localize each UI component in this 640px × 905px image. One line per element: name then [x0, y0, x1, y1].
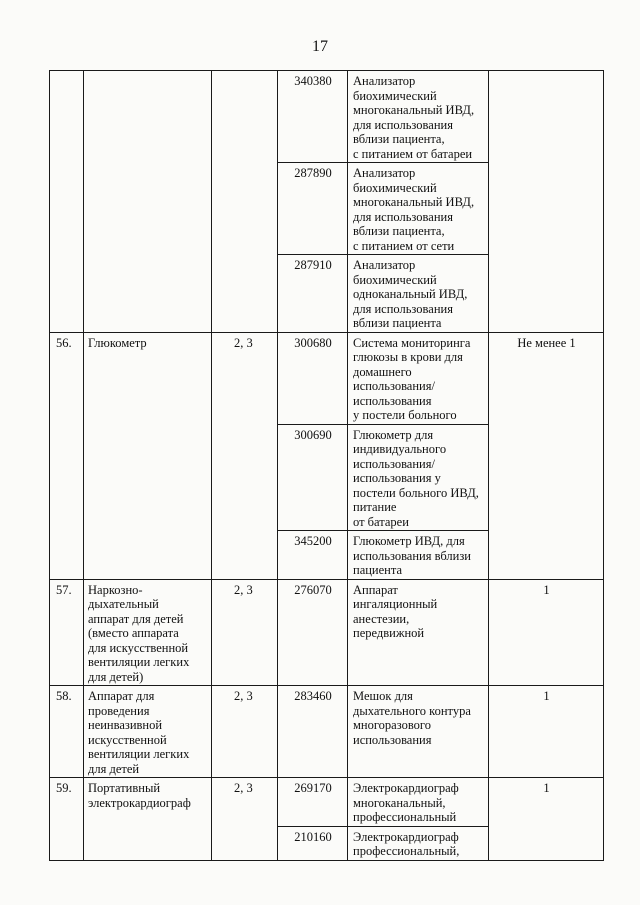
description-cell [348, 332, 489, 424]
table-row [50, 332, 604, 424]
description-line: одноканальный ИВД, [353, 287, 468, 301]
description-line: многоканальный ИВД, [353, 195, 475, 209]
description-line: передвижной [353, 626, 425, 640]
description-line: Анализатор [353, 166, 416, 180]
code-cell: 300690 [278, 424, 348, 531]
description-line: профессиональный, [353, 844, 460, 858]
description-cell [348, 424, 489, 531]
description-line: использования/ [353, 379, 435, 393]
number-cell: 57. [50, 579, 84, 686]
description-line: использования вблизи [353, 548, 471, 563]
description-line: пациента [353, 563, 403, 577]
description-line: с питанием от сети [353, 238, 455, 253]
name-line: Портативный [88, 781, 161, 795]
number-cell: 58. [50, 686, 84, 778]
description-line: Глюкометр для [353, 427, 434, 442]
name-line: аппарат для детей [88, 611, 184, 626]
name-line: вентиляции легких [88, 655, 190, 669]
table-row [50, 686, 604, 778]
description-line: постели больного ИВД, [353, 485, 479, 500]
description-line: анестезии, [353, 611, 410, 626]
code-cell: 210160 [278, 826, 348, 860]
name-line: для детей) [88, 669, 144, 684]
table-row [50, 71, 604, 163]
name-cell [84, 579, 212, 686]
quantity-cell: 1 [489, 778, 604, 861]
code-cell: 283460 [278, 686, 348, 778]
description-line: использования [353, 393, 432, 408]
ids-cell: 2, 3 [212, 332, 278, 579]
name-line: электрокардиограф [88, 795, 191, 810]
table-row [50, 778, 604, 827]
name-line: (вместо аппарата [88, 626, 179, 640]
description-line: с питанием от батареи [353, 146, 473, 161]
description-line: Аппарат [353, 582, 398, 597]
description-line: многоканальный, [353, 795, 446, 810]
description-line: вблизи пациента, [353, 224, 445, 238]
name-line: проведения [88, 703, 150, 718]
description-line: вблизи пациента [353, 316, 442, 330]
description-line: использования [353, 732, 432, 747]
description-line: глюкозы в крови для [353, 350, 463, 364]
name-line: вентиляции легких [88, 747, 190, 761]
description-cell [348, 686, 489, 778]
quantity-cell: Не менее 1 [489, 332, 604, 579]
description-line: у постели больного [353, 408, 457, 422]
name-line: Аппарат для [88, 689, 155, 703]
code-cell: 287890 [278, 163, 348, 255]
description-line: многоканальный ИВД, [353, 103, 475, 117]
description-line: биохимический [353, 272, 437, 287]
description-line: использования/ [353, 456, 435, 471]
ids-cell: 2, 3 [212, 778, 278, 861]
description-line: от батареи [353, 514, 409, 529]
ids-cell: 2, 3 [212, 686, 278, 778]
number-cell [50, 71, 84, 333]
table-row [50, 579, 604, 686]
name-cell [84, 686, 212, 778]
name-line: Наркозно- [88, 582, 143, 597]
equipment-table [49, 70, 604, 861]
ids-cell: 2, 3 [212, 579, 278, 686]
description-cell [348, 71, 489, 163]
code-cell: 300680 [278, 332, 348, 424]
description-line: индивидуального [353, 442, 447, 456]
description-cell [348, 778, 489, 827]
description-cell [348, 255, 489, 333]
description-line: Анализатор [353, 258, 416, 272]
description-cell [348, 826, 489, 860]
description-line: использования у [353, 471, 441, 485]
description-line: Электрокардиограф [353, 829, 459, 844]
description-line: Глюкометр ИВД, для [353, 534, 465, 548]
description-line: ингаляционный [353, 597, 438, 611]
description-line: питание [353, 500, 397, 514]
description-cell [348, 531, 489, 580]
ids-cell [212, 71, 278, 333]
code-cell: 276070 [278, 579, 348, 686]
quantity-cell [489, 71, 604, 333]
description-cell [348, 579, 489, 686]
description-line: профессиональный [353, 810, 457, 824]
description-line: для использования [353, 117, 453, 132]
number-cell: 59. [50, 778, 84, 861]
description-line: Система мониторинга [353, 335, 471, 350]
name-cell [84, 332, 212, 579]
description-line: вблизи пациента, [353, 132, 445, 146]
description-line: Мешок для [353, 689, 413, 703]
name-line: неинвазивной [88, 718, 163, 732]
name-cell [84, 778, 212, 861]
code-cell: 345200 [278, 531, 348, 580]
code-cell: 287910 [278, 255, 348, 333]
description-cell [348, 163, 489, 255]
description-line: биохимический [353, 88, 437, 103]
number-cell: 56. [50, 332, 84, 579]
quantity-cell: 1 [489, 579, 604, 686]
name-line: Глюкометр [88, 335, 147, 350]
page-number: 17 [312, 38, 328, 55]
name-line: искусственной [88, 732, 167, 747]
name-line: для детей [88, 761, 140, 776]
description-line: домашнего [353, 364, 412, 379]
description-line: Электрокардиограф [353, 781, 459, 795]
description-line: биохимический [353, 180, 437, 195]
description-line: для использования [353, 209, 453, 224]
quantity-cell: 1 [489, 686, 604, 778]
description-line: для использования [353, 301, 453, 316]
code-cell: 269170 [278, 778, 348, 827]
description-line: многоразового [353, 718, 431, 732]
description-line: Анализатор [353, 74, 416, 88]
name-line: для искусственной [88, 640, 189, 655]
code-cell: 340380 [278, 71, 348, 163]
name-cell [84, 71, 212, 333]
description-line: дыхательного контура [353, 703, 471, 718]
name-line: дыхательный [88, 597, 159, 611]
